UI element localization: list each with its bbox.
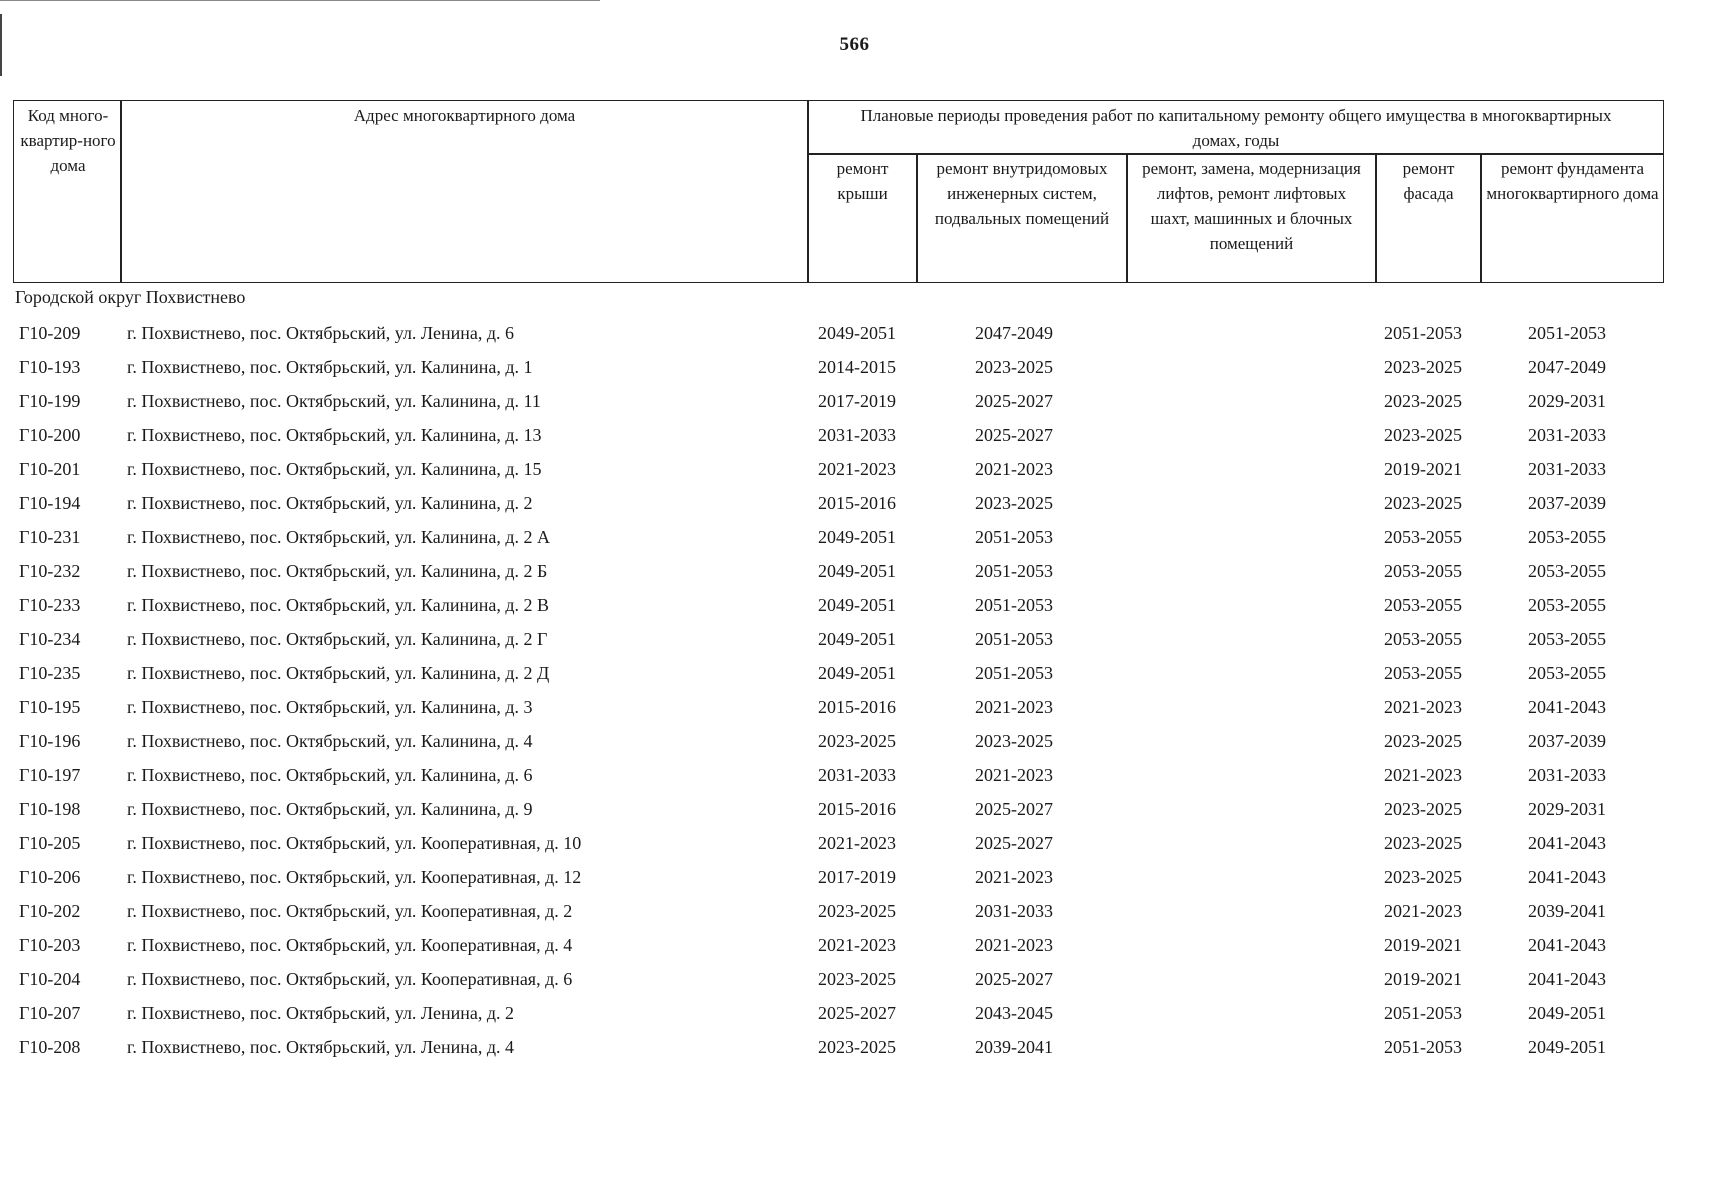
table-row [0,624,1709,654]
table-row [0,386,1709,416]
cell-roof: 2021-2023 [818,935,896,955]
header-engineering: ремонт внутридомовых инженерных систем, подвальных помещений [934,159,1110,228]
cell-engineering: 2023-2025 [975,493,1053,513]
cell-foundation: 2053-2055 [1528,595,1606,615]
cell-code: Г10-200 [19,425,81,445]
cell-engineering: 2025-2027 [975,391,1053,411]
cell-facade: 2053-2055 [1384,663,1462,683]
cell-foundation: 2053-2055 [1528,663,1606,683]
header-facade: ремонт фасада [1402,159,1455,203]
cell-roof: 2021-2023 [818,459,896,479]
cell-roof: 2017-2019 [818,391,896,411]
cell-facade: 2023-2025 [1384,357,1462,377]
cell-foundation: 2039-2041 [1528,901,1606,921]
cell-address: г. Похвистнево, пос. Октябрьский, ул. Кооперативная, д. 4 [127,935,573,955]
cell-roof: 2049-2051 [818,527,896,547]
cell-address: г. Похвистнево, пос. Октябрьский, ул. Калинина, д. 2 В [127,595,550,615]
table-row [0,828,1709,858]
table-row [0,862,1709,892]
cell-foundation: 2037-2039 [1528,731,1606,751]
cell-code: Г10-194 [19,493,81,513]
cell-engineering: 2039-2041 [975,1037,1053,1057]
cell-engineering: 2023-2025 [975,357,1053,377]
cell-address: г. Похвистнево, пос. Октябрьский, ул. Кооперативная, д. 2 [127,901,573,921]
cell-address: г. Похвистнево, пос. Октябрьский, ул. Кооперативная, д. 6 [127,969,573,989]
table-row [0,692,1709,722]
cell-foundation: 2051-2053 [1528,323,1606,343]
header-roof: ремонт крыши [836,159,889,203]
cell-engineering: 2025-2027 [975,425,1053,445]
cell-foundation: 2041-2043 [1528,969,1606,989]
cell-code: Г10-199 [19,391,81,411]
table-row [0,352,1709,382]
cell-address: г. Похвистнево, пос. Октябрьский, ул. Калинина, д. 2 Г [127,629,548,649]
cell-engineering: 2025-2027 [975,833,1053,853]
table-row [0,896,1709,926]
cell-facade: 2053-2055 [1384,629,1462,649]
cell-roof: 2023-2025 [818,731,896,751]
cell-engineering: 2021-2023 [975,765,1053,785]
cell-facade: 2051-2053 [1384,1003,1462,1023]
cell-address: г. Похвистнево, пос. Октябрьский, ул. Калинина, д. 11 [127,391,541,411]
table-row [0,1032,1709,1062]
cell-address: г. Похвистнево, пос. Октябрьский, ул. Калинина, д. 3 [127,697,533,717]
cell-roof: 2049-2051 [818,561,896,581]
cell-code: Г10-203 [19,935,81,955]
cell-code: Г10-207 [19,1003,81,1023]
cell-facade: 2051-2053 [1384,1037,1462,1057]
cell-engineering: 2021-2023 [975,697,1053,717]
cell-foundation: 2031-2033 [1528,765,1606,785]
cell-address: г. Похвистнево, пос. Октябрьский, ул. Калинина, д. 1 [127,357,533,377]
cell-foundation: 2029-2031 [1528,391,1606,411]
cell-facade: 2021-2023 [1384,697,1462,717]
cell-facade: 2023-2025 [1384,493,1462,513]
table-row [0,522,1709,552]
header-divider [808,153,1663,155]
cell-engineering: 2021-2023 [975,459,1053,479]
cell-code: Г10-234 [19,629,81,649]
cell-code: Г10-198 [19,799,81,819]
cell-facade: 2053-2055 [1384,527,1462,547]
cell-facade: 2023-2025 [1384,425,1462,445]
cell-roof: 2049-2051 [818,323,896,343]
cell-engineering: 2021-2023 [975,935,1053,955]
cell-address: г. Похвистнево, пос. Октябрьский, ул. Кооперативная, д. 10 [127,833,582,853]
table-header [13,100,1664,283]
cell-foundation: 2031-2033 [1528,459,1606,479]
cell-engineering: 2025-2027 [975,799,1053,819]
cell-facade: 2051-2053 [1384,323,1462,343]
cell-address: г. Похвистнево, пос. Октябрьский, ул. Калинина, д. 6 [127,765,533,785]
cell-address: г. Похвистнево, пос. Октябрьский, ул. Калинина, д. 2 А [127,527,551,547]
cell-roof: 2025-2027 [818,1003,896,1023]
cell-engineering: 2051-2053 [975,595,1053,615]
cell-roof: 2023-2025 [818,901,896,921]
cell-code: Г10-235 [19,663,81,683]
cell-facade: 2019-2021 [1384,935,1462,955]
cell-foundation: 2029-2031 [1528,799,1606,819]
page-top-edge [0,0,600,1]
cell-facade: 2023-2025 [1384,833,1462,853]
cell-engineering: 2051-2053 [975,527,1053,547]
table-row [0,454,1709,484]
table-row [0,658,1709,688]
cell-roof: 2049-2051 [818,629,896,649]
cell-engineering: 2021-2023 [975,867,1053,887]
cell-facade: 2023-2025 [1384,799,1462,819]
table-row [0,556,1709,586]
cell-engineering: 2025-2027 [975,969,1053,989]
table-row [0,420,1709,450]
cell-engineering: 2051-2053 [975,663,1053,683]
table-row [0,488,1709,518]
cell-address: г. Похвистнево, пос. Октябрьский, ул. Калинина, д. 13 [127,425,542,445]
cell-facade: 2053-2055 [1384,561,1462,581]
cell-roof: 2015-2016 [818,493,896,513]
table-row [0,930,1709,960]
cell-facade: 2053-2055 [1384,595,1462,615]
cell-address: г. Похвистнево, пос. Октябрьский, ул. Калинина, д. 2 [127,493,533,513]
cell-facade: 2021-2023 [1384,901,1462,921]
cell-engineering: 2043-2045 [975,1003,1053,1023]
cell-engineering: 2051-2053 [975,629,1053,649]
cell-facade: 2023-2025 [1384,867,1462,887]
cell-foundation: 2041-2043 [1528,697,1606,717]
cell-roof: 2021-2023 [818,833,896,853]
cell-facade: 2023-2025 [1384,391,1462,411]
cell-code: Г10-233 [19,595,81,615]
cell-roof: 2015-2016 [818,697,896,717]
cell-facade: 2021-2023 [1384,765,1462,785]
cell-roof: 2031-2033 [818,765,896,785]
cell-foundation: 2031-2033 [1528,425,1606,445]
cell-facade: 2019-2021 [1384,969,1462,989]
cell-address: г. Похвистнево, пос. Октябрьский, ул. Кооперативная, д. 12 [127,867,582,887]
cell-code: Г10-196 [19,731,81,751]
cell-roof: 2023-2025 [818,969,896,989]
cell-address: г. Похвистнево, пос. Октябрьский, ул. Калинина, д. 2 Б [127,561,548,581]
cell-roof: 2014-2015 [818,357,896,377]
cell-roof: 2015-2016 [818,799,896,819]
table-row [0,590,1709,620]
header-code: Код много-квартир-ного дома [20,106,116,175]
section-title: Городской округ Похвистнево [15,287,246,307]
cell-foundation: 2037-2039 [1528,493,1606,513]
table-row [0,794,1709,824]
cell-roof: 2031-2033 [818,425,896,445]
cell-foundation: 2041-2043 [1528,833,1606,853]
cell-code: Г10-209 [19,323,81,343]
cell-address: г. Похвистнево, пос. Октябрьский, ул. Калинина, д. 2 Д [127,663,550,683]
cell-address: г. Похвистнево, пос. Октябрьский, ул. Ленина, д. 6 [127,323,515,343]
cell-engineering: 2023-2025 [975,731,1053,751]
cell-foundation: 2053-2055 [1528,629,1606,649]
cell-address: г. Похвистнево, пос. Октябрьский, ул. Калинина, д. 4 [127,731,533,751]
cell-foundation: 2053-2055 [1528,527,1606,547]
header-periods-group: Плановые периоды проведения работ по капитальному ремонту общего имущества в многоквартирных домах, годы [860,106,1612,150]
cell-address: г. Похвистнево, пос. Октябрьский, ул. Калинина, д. 15 [127,459,542,479]
cell-foundation: 2041-2043 [1528,935,1606,955]
header-address: Адрес многоквартирного дома [353,106,576,125]
cell-foundation: 2047-2049 [1528,357,1606,377]
cell-foundation: 2049-2051 [1528,1003,1606,1023]
cell-engineering: 2047-2049 [975,323,1053,343]
cell-code: Г10-193 [19,357,81,377]
cell-foundation: 2053-2055 [1528,561,1606,581]
cell-code: Г10-205 [19,833,81,853]
cell-engineering: 2031-2033 [975,901,1053,921]
table-row [0,726,1709,756]
cell-code: Г10-197 [19,765,81,785]
cell-engineering: 2051-2053 [975,561,1053,581]
cell-address: г. Похвистнево, пос. Октябрьский, ул. Калинина, д. 9 [127,799,533,819]
cell-roof: 2017-2019 [818,867,896,887]
header-lifts: ремонт, замена, модернизация лифтов, ремонт лифтовых шахт, машинных и блочных помещений [1142,159,1361,253]
table-row [0,964,1709,994]
cell-roof: 2049-2051 [818,663,896,683]
cell-code: Г10-231 [19,527,81,547]
cell-code: Г10-204 [19,969,81,989]
cell-code: Г10-206 [19,867,81,887]
header-divider [120,101,122,282]
header-foundation: ремонт фундамента многоквартирного дома [1486,159,1659,203]
cell-code: Г10-195 [19,697,81,717]
table-row [0,998,1709,1028]
cell-code: Г10-232 [19,561,81,581]
cell-address: г. Похвистнево, пос. Октябрьский, ул. Ленина, д. 4 [127,1037,515,1057]
table-row [0,760,1709,790]
table-row [0,318,1709,348]
cell-facade: 2019-2021 [1384,459,1462,479]
cell-roof: 2023-2025 [818,1037,896,1057]
cell-facade: 2023-2025 [1384,731,1462,751]
cell-roof: 2049-2051 [818,595,896,615]
cell-foundation: 2049-2051 [1528,1037,1606,1057]
cell-code: Г10-202 [19,901,81,921]
cell-code: Г10-201 [19,459,81,479]
cell-code: Г10-208 [19,1037,81,1057]
page-number: 566 [839,34,870,55]
cell-address: г. Похвистнево, пос. Октябрьский, ул. Ленина, д. 2 [127,1003,515,1023]
cell-foundation: 2041-2043 [1528,867,1606,887]
